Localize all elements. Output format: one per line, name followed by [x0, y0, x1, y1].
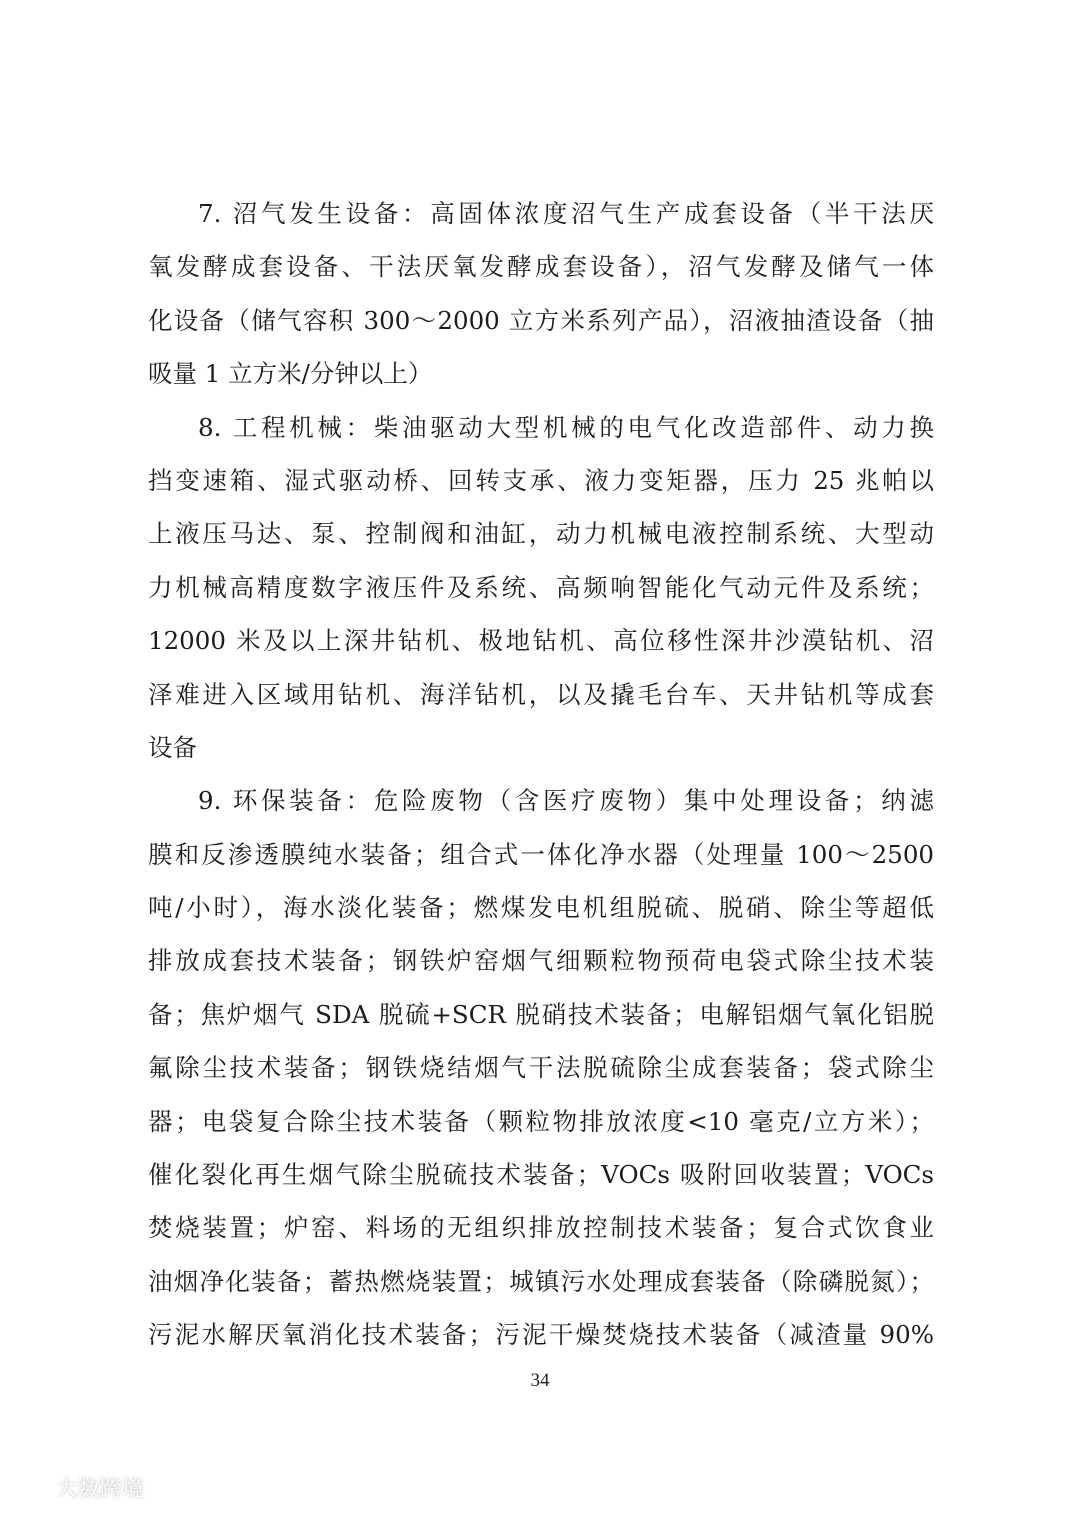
logo-icon [12, 1475, 52, 1501]
text-line: 催化裂化再生烟气除尘脱硫技术装备；VOCs 吸附回收装置；VOCs [148, 1160, 934, 1190]
text-line: 化设备（储气容积 300～2000 立方米系列产品），沼液抽渣设备（抽 [148, 305, 934, 335]
text-line: 吸量 1 立方米/分钟以上） [148, 359, 433, 389]
text-line: 污泥水解厌氧消化技术装备；污泥干燥焚烧技术装备（减渣量 90% [148, 1320, 934, 1350]
text-line: 备；焦炉烟气 SDA 脱硫+SCR 脱硝技术装备；电解铝烟气氧化铝脱 [148, 999, 934, 1029]
body-text [148, 187, 934, 1362]
text-line: 上液压马达、泵、控制阀和油缸，动力机械电液控制系统、大型动 [148, 519, 934, 549]
text-line: 吨/小时），海水淡化装备；燃煤发电机组脱硫、脱硝、除尘等超低 [148, 893, 934, 923]
text-line: 7. 沼气发生设备：高固体浓度沼气生产成套设备（半干法厌 [198, 199, 934, 228]
text-line: 挡变速箱、湿式驱动桥、回转支承、液力变矩器，压力 25 兆帕以 [148, 465, 934, 495]
text-line: 12000 米及以上深井钻机、极地钻机、高位移性深井沙漠钻机、沼 [148, 626, 934, 656]
watermark [12, 1472, 144, 1503]
text-line: 器；电袋复合除尘技术装备（颗粒物排放浓度<10 毫克/立方米）； [148, 1106, 934, 1136]
text-line: 力机械高精度数字液压件及系统、高频响智能化气动元件及系统； [148, 572, 934, 602]
text-line: 焚烧装置；炉窑、料场的无组织排放控制技术装备；复合式饮食业 [148, 1213, 934, 1243]
watermark-text: 大数跨境 [56, 1477, 145, 1502]
text-line: 氟除尘技术装备；钢铁烧结烟气干法脱硫除尘成套装备；袋式除尘 [148, 1053, 934, 1083]
page-number: 34 [530, 1370, 550, 1391]
text-line: 设备 [148, 732, 197, 762]
text-line: 排放成套技术装备；钢铁炉窑烟气细颗粒物预荷电袋式除尘技术装 [148, 946, 934, 976]
text-line: 氧发酵成套设备、干法厌氧发酵成套设备），沼气发酵及储气一体 [148, 252, 934, 282]
text-line: 油烟净化装备；蓄热燃烧装置；城镇污水处理成套装备（除磷脱氮）； [148, 1266, 934, 1296]
text-line: 膜和反渗透膜纯水装备；组合式一体化净水器（处理量 100～2500 [148, 839, 934, 869]
text-line: 8. 工程机械：柴油驱动大型机械的电气化改造部件、动力换 [198, 412, 934, 442]
text-line: 9. 环保装备：危险废物（含医疗废物）集中处理设备；纳滤 [198, 786, 934, 816]
text-line: 泽难进入区域用钻机、海洋钻机，以及撬毛台车、天井钻机等成套 [148, 679, 934, 709]
